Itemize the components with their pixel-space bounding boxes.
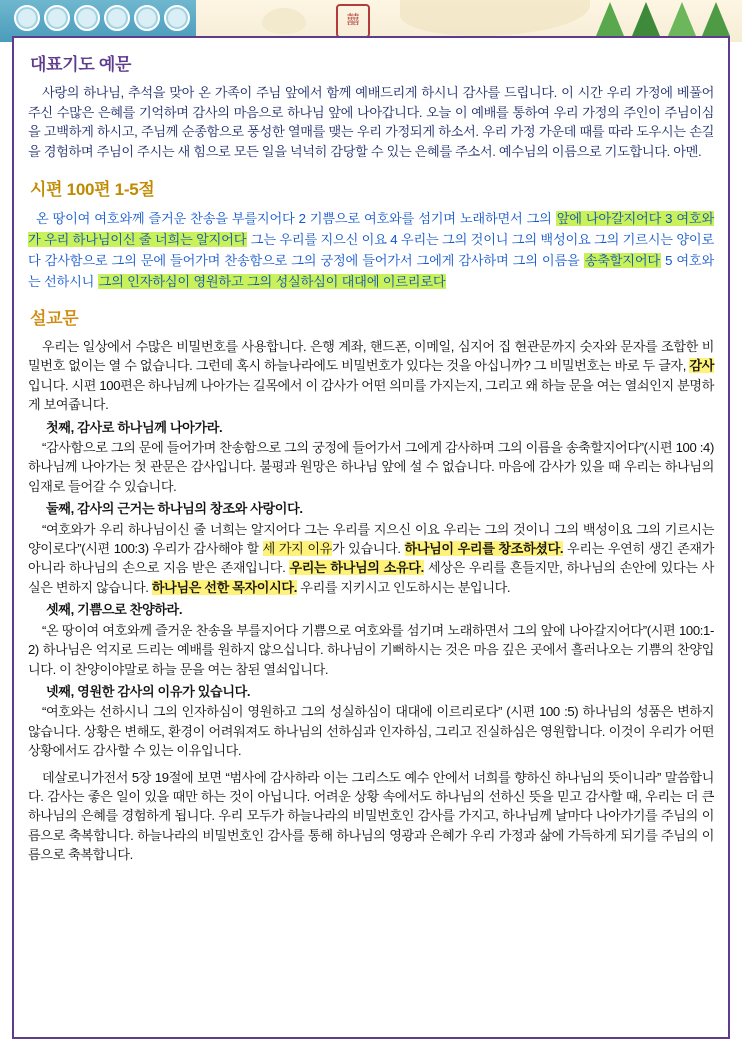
psalm-run: 5 여호와는 선하시니 (28, 253, 714, 289)
sermon-section-title: 설교문 (30, 309, 79, 328)
sermon-highlight-run: 하나님이 우리를 창조하셨다. (404, 541, 564, 557)
sermon-run: 우리는 우연히 생긴 존재가 아니라 하나님의 손으로 지음 받은 존재입니다. (28, 541, 715, 576)
sermon-paragraph (28, 702, 714, 760)
psalm-highlight-run: 송축할지어다 (584, 253, 660, 268)
sermon-point-heading (28, 418, 714, 437)
prayer-text: 사랑의 하나님, 추석을 맞아 온 가족이 주님 앞에서 함께 예배드리게 하시니 감사를 드립니다. 이 시간 우리 가정에 베풀어 주신 수많은 은혜를 기억하며 감사의 마음으로 하나님 앞에 나아갑니다. 오늘 이 예배를 통하여 우리 가정의 주인이 주님이심을 고백하게 하시고, 주님께 순종함으로 풍성한 열매를 맺는 우리 가정되게 하소서. 우리 가정 가운데 때를 따라 도우시는 손길을 경험하며 주님이 주시는 새 힘으로 모든 일을 넉넉히 감당할 수 있는 은혜를 주소서. 예수님의 이름으로 기도합니다. 아멘. (28, 85, 714, 159)
medallion-icon (74, 5, 100, 31)
sermon-highlight-run: 우리는 하나님의 소유다. (289, 560, 424, 576)
sermon-run: 둘째, 감사의 근거는 하나님의 창조와 사랑이다. (46, 501, 303, 517)
sermon-run: 입니다. 시편 100편은 하나님께 나아가는 길목에서 이 감사가 어떤 의미를 가지는지, 그리고 왜 하늘 문을 여는 열쇠인지 분명하게 보여줍니다. (28, 377, 714, 413)
sermon-paragraph (28, 337, 714, 415)
prayer-section-title: 대표기도 예문 (30, 55, 132, 74)
psalm-run: 그는 우리를 지으신 이요 4 우리는 그의 것이니 그의 백성이요 그의 기르시는 양이로다 감사함으로 그의 문에 들어가며 찬송함으로 그의 궁정에 들어가서 그에게 감사하며 그의 이름을 (28, 232, 714, 268)
sermon-run: “온 땅이여 여호와께 즐거운 찬송을 부를지어다 기쁨으로 여호와를 섬기며 노래하면서 그의 앞에 나아갈지어다”(시편 100:1-2) 하나님은 억지로 드리는 예배를 원하지 않으십니다. 하나님이 기뻐하시는 것은 마음 깊은 곳에서 흘러나오는 기쁨의 찬양입니다. 이 찬양이야말로 하늘 문을 여는 참된 열쇠입니다. (28, 622, 714, 677)
sermon-run: 첫째, 감사로 하나님께 나아가라. (46, 419, 223, 435)
sermon-run: “여호와는 선하시니 그의 인자하심이 영원하고 그의 성실하심이 대대에 이르리로다” (시편 100 :5) 하나님의 성품은 변하지 않습니다. 상황은 변해도, 환경이 어려워져도 하나님의 선하심과 인자하심, 그리고 진실하심은 영원합니다. 이것이 우리가 어떤 상황에서도 감사할 수 있는 이유입니다. (28, 704, 714, 759)
sermon-paragraph (28, 768, 714, 865)
pine-tree-icon (668, 2, 696, 36)
psalm-section-title: 시편 100편 1-5절 (30, 180, 155, 199)
sermon-highlight-run: 하나님은 선한 목자이시다. (151, 579, 297, 595)
medallion-icon (134, 5, 160, 31)
medallion-icon (44, 5, 70, 31)
sermon-run: 우리를 지키시고 인도하시는 분입니다. (297, 579, 511, 595)
psalm-text (28, 208, 714, 292)
medallion-icon (104, 5, 130, 31)
sermon-run: “감사함으로 그의 문에 들어가며 찬송함으로 그의 궁정에 들어가서 그에게 감사하며 그의 이름을 송축할지어다”(시편 100 :4) 하나님께 나아가는 첫 관문은 감사입니다. 불평과 원망은 하나님 앞에 설 수 없습니다. 마음에 감사가 있을 때 우리는 하나님의 임재로 들어갈 수 있습니다. (28, 440, 714, 494)
sermon-run: 세상은 우리를 흔들지만, 하나님의 손안에 있다는 사실은 변하지 않습니다. (28, 560, 714, 595)
sermon-run: 우리는 일상에서 수많은 비밀번호를 사용합니다. 은행 계좌, 핸드폰, 이메일, 심지어 집 현관문까지 숫자와 문자를 조합한 비밀번호 없이는 열 수 없습니다. 그런데 혹시 하늘나라에도 비밀번호가 있다는 것을 아십니까? 그 비밀번호는 바로 두 글자, (28, 339, 714, 374)
sermon-body (28, 337, 714, 865)
medallion-icon (14, 5, 40, 31)
sermon-point-heading (28, 499, 714, 518)
seal-stamp-icon: 囍 (336, 4, 370, 38)
sermon-run: 데살로니가전서 5장 19절에 보면 “범사에 감사하라 이는 그리스도 예수 안에서 너희를 향하신 하나님의 뜻이니라” 말씀합니다. 감사는 좋은 일이 있을 때만 하는 것이 아닙니다. 어려운 상황 속에서도 하나님의 선하신 뜻을 믿고 감사할 때, 우리는 더 큰 하나님의 은혜를 경험하게 됩니다. 우리 모두가 하늘나라의 비밀번호인 감사를 가지고, 하나님께 날마다 나아가기를 주님의 이름으로 축복합니다. 하늘나라의 비밀번호인 감사를 통해 하나님의 영광과 은혜가 우리 가정과 삶에 가득하게 되기를 주님의 이름으로 축복합니다. (28, 769, 714, 863)
prayer-body (28, 83, 714, 161)
document-page (12, 36, 730, 1039)
cloud-shape-icon (262, 8, 306, 34)
sermon-run: 가 있습니다. (331, 541, 405, 557)
psalm-highlight-run: 그의 인자하심이 영원하고 그의 성실하심이 대대에 이르리로다 (98, 274, 446, 289)
sermon-run: 셋째, 기쁨으로 찬양하라. (46, 602, 183, 618)
sermon-paragraph (28, 438, 714, 496)
sermon-paragraph (28, 621, 714, 679)
psalm-highlight-run: 앞에 나아갈지어다 3 여호와가 우리 하나님이신 줄 너희는 알지어다 (28, 211, 714, 247)
sermon-paragraph (28, 520, 714, 598)
medallion-icon (164, 5, 190, 31)
pine-tree-icon (702, 2, 730, 36)
pine-tree-icon (632, 2, 660, 36)
sermon-point-heading (28, 682, 714, 701)
pine-tree-icon (596, 2, 624, 36)
psalm-run: 온 땅이여 여호와께 즐거운 찬송을 부를지어다 2 기쁨으로 여호와를 섬기며 노래하면서 그의 (36, 211, 556, 226)
sermon-run: “여호와가 우리 하나님이신 줄 너희는 알지어다 그는 우리를 지으신 이요 우리는 그의 것이니 그의 백성이요 그의 기르시는 양이로다”(시편 100:3) 우리가 감사해야 할 (28, 521, 714, 557)
sermon-run: 넷째, 영원한 감사의 이유가 있습니다. (46, 683, 251, 699)
sermon-highlight-run: 감사 (689, 358, 714, 374)
sermon-point-heading (28, 600, 714, 619)
sermon-highlight-run: 세 가지 이유 (262, 541, 332, 557)
